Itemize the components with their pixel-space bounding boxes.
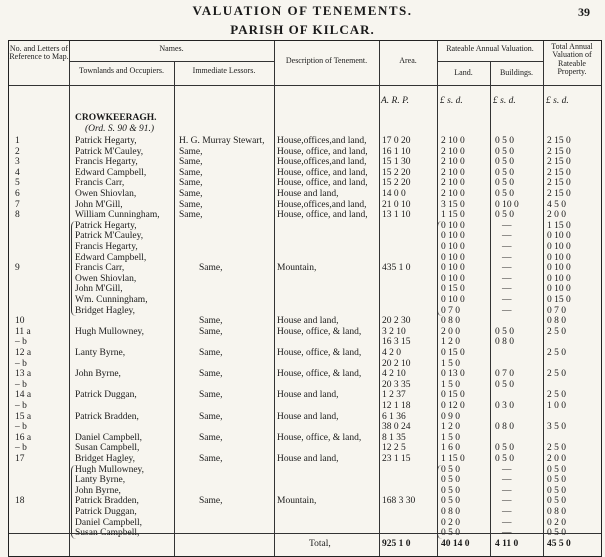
occupier: Bridget Hagley, — [75, 305, 136, 316]
row-ref: 14 a — [15, 390, 32, 401]
description: Mountain, — [277, 263, 317, 274]
total-value: 2 5 0 — [547, 369, 566, 380]
description: House, office, and land, — [277, 167, 368, 178]
total-value: 0 8 0 — [547, 507, 566, 517]
total-land: 40 14 0 — [441, 539, 470, 549]
buildings-value: 0 5 0 — [495, 210, 514, 221]
land-value: 2 0 0 — [441, 326, 460, 337]
row-ref: – b — [15, 379, 27, 390]
buildings-value: 0 5 0 — [495, 136, 514, 146]
land-value: 0 10 0 — [441, 220, 465, 231]
land-brace — [437, 221, 442, 316]
row-ref: 5 — [15, 178, 20, 189]
buildings-value: 0 5 0 — [495, 157, 514, 168]
land-value: 3 15 0 — [441, 199, 465, 210]
row-ref: 11 a — [15, 326, 31, 337]
total-value: 0 8 0 — [547, 316, 566, 327]
occupier-brace — [71, 465, 76, 539]
lessor: Same, — [199, 432, 223, 443]
occupier: William Cunningham, — [75, 210, 160, 221]
total-value: 0 7 0 — [547, 305, 566, 316]
buildings-value: — — [502, 273, 512, 284]
occupier: John M'Gill, — [75, 199, 123, 210]
occupier: Patrick M'Cauley, — [75, 146, 144, 157]
area-value: 16 3 15 — [382, 337, 411, 348]
area-value: 16 1 10 — [382, 146, 411, 157]
description: House,offices,and land, — [277, 199, 367, 210]
land-value: 0 5 0 — [441, 485, 460, 496]
buildings-value: 0 3 0 — [495, 401, 514, 411]
area-value: 12 1 18 — [382, 401, 411, 411]
buildings-value: — — [502, 263, 512, 274]
buildings-value: — — [502, 220, 512, 231]
row-ref: 18 — [15, 496, 25, 507]
buildings-value: — — [502, 464, 512, 475]
buildings-value: 0 5 0 — [495, 454, 514, 464]
area-value: 15 2 20 — [382, 178, 411, 189]
lessor: Same, — [179, 178, 203, 189]
land-value: 1 5 0 — [441, 358, 460, 369]
land-value: 0 8 0 — [441, 316, 460, 327]
occupier: Francis Hegarty, — [75, 157, 138, 168]
row-ref: – b — [15, 422, 27, 433]
valuation-table — [8, 40, 602, 557]
header-names: Names. — [159, 44, 184, 53]
description: House,offices,and land, — [277, 157, 367, 168]
total-value: 0 10 0 — [547, 252, 571, 263]
land-value: 1 5 0 — [441, 379, 460, 390]
lessor: Same, — [199, 316, 223, 327]
land-value: 0 5 0 — [441, 528, 460, 539]
row-ref: 2 — [15, 146, 20, 157]
description: House and land, — [277, 189, 339, 199]
lessor: Same, — [199, 369, 223, 380]
description: House,offices,and land, — [277, 136, 367, 146]
row-ref: 4 — [15, 167, 20, 178]
land-value: 0 8 0 — [441, 507, 460, 517]
buildings-value: — — [502, 284, 512, 295]
description: House and land, — [277, 411, 339, 422]
occupier: Owen Shiovlan, — [75, 189, 137, 199]
land-value: 0 15 0 — [441, 390, 465, 401]
land-value: 1 2 0 — [441, 337, 460, 348]
lessor: Same, — [199, 454, 223, 464]
row-ref: 13 a — [15, 369, 32, 380]
total-value: 1 15 0 — [547, 220, 571, 231]
occupier: Francis Carr, — [75, 263, 125, 274]
occupier: Francis Hegarty, — [75, 242, 138, 252]
area-value: 435 1 0 — [382, 263, 411, 274]
total-value: 2 5 0 — [547, 326, 566, 337]
area-value: 4 2 0 — [382, 348, 401, 358]
lessor: Same, — [199, 496, 223, 507]
area-value: 20 3 35 — [382, 379, 411, 390]
area-value: 3 2 10 — [382, 326, 406, 337]
description: Mountain, — [277, 496, 317, 507]
total-value: 2 0 0 — [547, 210, 566, 221]
buildings-value: 0 10 0 — [495, 199, 519, 210]
description: House and land, — [277, 454, 339, 464]
header-total: Total Annual Valuation of Rateable Property. — [551, 42, 593, 77]
total-value: 0 5 0 — [547, 485, 566, 496]
description: House, office, & land, — [277, 326, 362, 337]
row-ref: 6 — [15, 189, 20, 199]
row-ref: 10 — [15, 316, 25, 327]
occupier: John Byrne, — [75, 369, 121, 380]
lessor: H. G. Murray Stewart, — [179, 136, 265, 146]
header-area: Area. — [399, 56, 417, 65]
buildings-value: — — [502, 242, 512, 252]
description: House and land, — [277, 316, 339, 327]
total-value: 0 15 0 — [547, 295, 571, 305]
header-rateable: Rateable Annual Valuation. — [446, 44, 534, 53]
header-description: Description of Tenement. — [285, 56, 368, 65]
lessor: Same, — [179, 157, 203, 168]
total-area: 925 1 0 — [382, 539, 411, 549]
occupier: Patrick Bradden, — [75, 496, 139, 507]
buildings-value: 0 5 0 — [495, 443, 514, 454]
land-value: 2 10 0 — [441, 146, 465, 157]
land-brace — [437, 465, 442, 539]
description: House, office, and land, — [277, 210, 368, 221]
land-value: 1 2 0 — [441, 422, 460, 433]
occupier: Hugh Mullowney, — [75, 464, 145, 475]
land-value: 0 7 0 — [441, 305, 460, 316]
total-value: 3 5 0 — [547, 422, 566, 433]
land-value: 0 10 0 — [441, 231, 465, 242]
total-value: 0 10 0 — [547, 242, 571, 252]
occupier: Patrick Hegarty, — [75, 220, 137, 231]
total-value: 0 10 0 — [547, 284, 571, 295]
land-value: 1 15 0 — [441, 454, 465, 464]
total-value: 0 5 0 — [547, 528, 566, 539]
occupier: Edward Campbell, — [75, 252, 147, 263]
total-buildings: 4 11 0 — [495, 539, 519, 549]
row-ref: 8 — [15, 210, 20, 221]
land-value: 0 15 0 — [441, 284, 465, 295]
occupier: Wm. Cunningham, — [75, 295, 148, 305]
area-value: 21 0 10 — [382, 199, 411, 210]
row-ref: 16 a — [15, 432, 32, 443]
occupier: Patrick Bradden, — [75, 411, 139, 422]
area-value: 20 2 30 — [382, 316, 411, 327]
land-value: 2 10 0 — [441, 189, 465, 199]
occupier: Patrick Duggan, — [75, 390, 137, 401]
lessor: Same, — [179, 210, 203, 221]
area-value: 15 2 20 — [382, 167, 411, 178]
occupier: Daniel Campbell, — [75, 432, 143, 443]
buildings-value: 0 7 0 — [495, 369, 514, 380]
area-units: A. R. P. — [381, 96, 410, 106]
total-value: 0 10 0 — [547, 273, 571, 284]
total-value: 0 5 0 — [547, 475, 566, 486]
occupier: Susan Campbell, — [75, 528, 140, 539]
buildings-value: — — [502, 231, 512, 242]
occupier: John Byrne, — [75, 485, 121, 496]
land-value: 0 10 0 — [441, 295, 465, 305]
buildings-value: — — [502, 305, 512, 316]
total-value: 2 15 0 — [547, 167, 571, 178]
buildings-value: — — [502, 252, 512, 263]
total-value: 0 5 0 — [547, 464, 566, 475]
occupier: Francis Carr, — [75, 178, 125, 189]
lessor: Same, — [179, 189, 203, 199]
land-value: 0 13 0 — [441, 369, 465, 380]
description: House and land, — [277, 390, 339, 401]
buildings-value: 0 8 0 — [495, 337, 514, 348]
land-value: 2 10 0 — [441, 178, 465, 189]
total-units: £ s. d. — [546, 96, 569, 106]
buildings-value: — — [502, 496, 512, 507]
area-value: 17 0 20 — [382, 136, 411, 146]
buildings-value: — — [502, 517, 512, 528]
area-value: 23 1 15 — [382, 454, 411, 464]
total-value: 0 2 0 — [547, 517, 566, 528]
area-value: 13 1 10 — [382, 210, 411, 221]
land-value: 0 2 0 — [441, 517, 460, 528]
lessor: Same, — [179, 146, 203, 157]
description: House, office, & land, — [277, 369, 362, 380]
buildings-value: 0 8 0 — [495, 422, 514, 433]
total-value: 2 15 0 — [547, 178, 571, 189]
total-value: 0 10 0 — [547, 263, 571, 274]
occupier: Edward Campbell, — [75, 167, 147, 178]
area-value: 8 1 35 — [382, 432, 406, 443]
occupier: Susan Campbell, — [75, 443, 140, 454]
total-value: 2 5 0 — [547, 443, 566, 454]
land-value: 0 5 0 — [441, 475, 460, 486]
area-value: 168 3 30 — [382, 496, 416, 507]
townland-ords: (Ord. S. 90 & 91.) — [85, 124, 155, 134]
total-value: 4 5 0 — [547, 199, 566, 210]
lessor: Same, — [199, 263, 223, 274]
buildings-value: 0 5 0 — [495, 146, 514, 157]
occupier-brace — [71, 221, 76, 316]
land-value: 1 6 0 — [441, 443, 460, 454]
buildings-value: — — [502, 475, 512, 486]
row-ref: 7 — [15, 199, 20, 210]
buildings-units: £ s. d. — [493, 96, 516, 106]
land-value: 2 10 0 — [441, 136, 465, 146]
total-value: 2 0 0 — [547, 454, 566, 464]
page-title: VALUATION OF TENEMENTS. — [192, 3, 413, 18]
occupier: Bridget Hagley, — [75, 454, 136, 464]
header-ref: No. and Letters of Reference to Map. — [9, 44, 69, 62]
row-ref: – b — [15, 337, 27, 348]
land-value: 0 10 0 — [441, 273, 465, 284]
occupier: Owen Shiovlan, — [75, 273, 137, 284]
occupier: Patrick M'Cauley, — [75, 231, 144, 242]
buildings-value: 0 5 0 — [495, 326, 514, 337]
land-value: 0 5 0 — [441, 464, 460, 475]
area-value: 20 2 10 — [382, 358, 411, 369]
total-value: 2 15 0 — [547, 146, 571, 157]
lessor: Same, — [199, 348, 223, 358]
occupier: Daniel Campbell, — [75, 517, 143, 528]
description: House, office, & land, — [277, 432, 362, 443]
occupier: John M'Gill, — [75, 284, 123, 295]
occupier: Lanty Byrne, — [75, 348, 126, 358]
land-value: 0 9 0 — [441, 411, 460, 422]
area-value: 1 2 37 — [382, 390, 406, 401]
row-ref: – b — [15, 358, 27, 369]
land-value: 0 15 0 — [441, 348, 465, 358]
total-value: 2 5 0 — [547, 390, 566, 401]
lessor: Same, — [179, 199, 203, 210]
area-value: 14 0 0 — [382, 189, 406, 199]
land-value: 1 5 0 — [441, 432, 460, 443]
buildings-value: — — [502, 507, 512, 517]
lessor: Same, — [199, 390, 223, 401]
row-ref: – b — [15, 443, 27, 454]
land-value: 0 10 0 — [441, 242, 465, 252]
occupier: Lanty Byrne, — [75, 475, 126, 486]
header-lessors: Immediate Lessors. — [192, 66, 256, 75]
total-value: 0 5 0 — [547, 496, 566, 507]
area-value: 12 2 5 — [382, 443, 406, 454]
area-value: 15 1 30 — [382, 157, 411, 168]
row-ref: 1 — [15, 136, 20, 146]
buildings-value: 0 5 0 — [495, 379, 514, 390]
total-value: 0 10 0 — [547, 231, 571, 242]
description: House, office, and land, — [277, 146, 368, 157]
total-value: 2 15 0 — [547, 136, 571, 146]
row-ref: 15 a — [15, 411, 32, 422]
land-value: 0 10 0 — [441, 252, 465, 263]
total-value: 1 0 0 — [547, 401, 566, 411]
total-label: Total, — [309, 539, 331, 549]
area-value: 38 0 24 — [382, 422, 411, 433]
lessor: Same, — [199, 411, 223, 422]
total-value: 2 5 0 — [547, 348, 566, 358]
land-value: 2 10 0 — [441, 167, 465, 178]
land-value: 2 10 0 — [441, 157, 465, 168]
land-value: 0 5 0 — [441, 496, 460, 507]
land-value: 1 15 0 — [441, 210, 465, 221]
buildings-value: — — [502, 485, 512, 496]
townland-name: CROWKEERAGH. — [75, 113, 157, 123]
lessor: Same, — [199, 326, 223, 337]
buildings-value: 0 5 0 — [495, 189, 514, 199]
total-total: 45 5 0 — [547, 539, 571, 549]
total-value: 2 15 0 — [547, 157, 571, 168]
page-number: 39 — [578, 5, 590, 19]
total-value: 2 15 0 — [547, 189, 571, 199]
row-ref: 9 — [15, 263, 20, 274]
row-ref: 12 a — [15, 348, 32, 358]
land-units: £ s. d. — [440, 96, 463, 106]
buildings-value: 0 5 0 — [495, 167, 514, 178]
description: House, office, and land, — [277, 178, 368, 189]
occupier: Hugh Mullowney, — [75, 326, 145, 337]
header-townlands: Townlands and Occupiers. — [79, 66, 164, 75]
buildings-value: 0 5 0 — [495, 178, 514, 189]
occupier: Patrick Hegarty, — [75, 136, 137, 146]
land-value: 0 10 0 — [441, 263, 465, 274]
row-ref: – b — [15, 401, 27, 411]
header-buildings: Buildings. — [499, 68, 534, 77]
area-value: 4 2 10 — [382, 369, 406, 380]
lessor: Same, — [179, 167, 203, 178]
row-ref: 17 — [15, 454, 25, 464]
occupier: Patrick Duggan, — [75, 507, 137, 517]
land-value: 0 12 0 — [441, 401, 465, 411]
header-land: Land. — [454, 68, 473, 77]
buildings-value: — — [502, 528, 512, 539]
area-value: 6 1 36 — [382, 411, 406, 422]
parish-subtitle: PARISH OF KILCAR. — [230, 22, 375, 37]
buildings-value: — — [502, 295, 512, 305]
description: House, office, & land, — [277, 348, 362, 358]
row-ref: 3 — [15, 157, 20, 168]
